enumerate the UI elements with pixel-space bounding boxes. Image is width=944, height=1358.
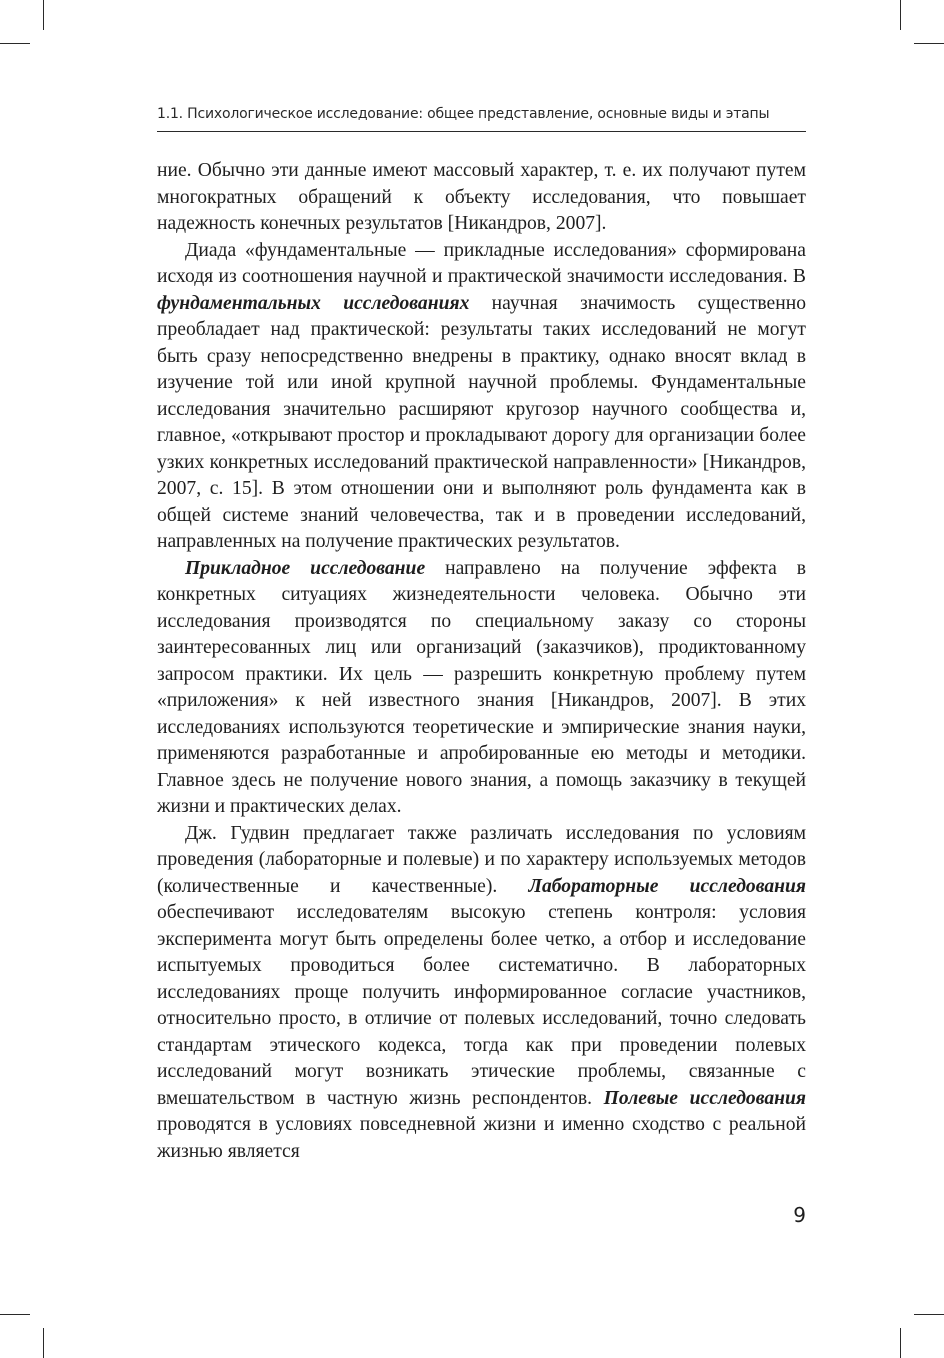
paragraph-2-text-a: Диада «фундаментальные — прикладные исследования» сформирована исходя из соотношения научной и практической значимости исследования. В bbox=[157, 239, 806, 287]
crop-mark bbox=[43, 0, 44, 30]
page-number: 9 bbox=[793, 1203, 806, 1227]
paragraph-4 bbox=[157, 821, 806, 1166]
term-field-research: Полевые исследования bbox=[603, 1087, 806, 1109]
term-fundamental-research: фундаментальных исследованиях bbox=[157, 292, 470, 314]
running-head: 1.1. Психологическое исследование: общее представление, основные виды и этапы bbox=[157, 106, 770, 122]
paragraph-2-text-b: научная значимость существенно преобладает над практической: результаты таких исследований не могут быть сразу непосредственно внедрены в практику, однако вносят вклад в изучение той или иной крупной научной проблемы. Фундаментальные исследования значительно расширяют кругозор научного сообщества и, главное, «открывают простор и прокладывают дорогу для организации более узких конкретных исследований практической направленности» [Никандров, 2007, с. 15]. В этом отношении они и выполняют роль фундамента как в общей системе знаний человечества, так и в проведении исследований, направленных на получение практических результатов. bbox=[157, 292, 806, 552]
paragraph-3-text-b: направлено на получение эффекта в конкретных ситуациях жизнедеятельности человека. Обычно эти исследования производятся по специальному заказу со стороны заинтересованных лиц или организаций (заказчиков), продиктованному запросом практики. Их цель — разрешить конкретную проблему путем «приложения» к ней известного знания [Никандров, 2007]. В этих исследованиях используются теоретические и эмпирические знания науки, применяются разработанные и апробированные ею методы и методики. Главное здесь не получение нового знания, а помощь заказчику в текущей жизни и практических делах. bbox=[157, 557, 806, 817]
paragraph-2 bbox=[157, 238, 806, 556]
paragraph-3 bbox=[157, 556, 806, 821]
crop-mark bbox=[914, 1314, 944, 1315]
term-laboratory-research: Лабораторные исследования bbox=[528, 875, 806, 897]
paragraph-4-text-b: обеспечивают исследователям высокую степень контроля: условия эксперимента могут быть определены более четко, а отбор и исследование испытуемых проводиться более систематично. В лабораторных исследованиях проще получить информированное согласие участников, относительно просто, в отличие от полевых исследований, точно следовать стандартам этического кодекса, тогда как при проведении полевых исследований могут возникать этические проблемы, связанные с вмешательством в частную жизнь респондентов. bbox=[157, 902, 806, 1109]
paragraph-4-text-a: Дж. Гудвин предлагает также различать исследования по условиям проведения (лабораторные и полевые) и по характеру используемых методов (количественные и качественные). bbox=[157, 822, 806, 897]
paragraph-4-text-c: проводятся в условиях повседневной жизни и именно сходство с реальной жизнью является bbox=[157, 1114, 806, 1162]
crop-mark bbox=[900, 1328, 901, 1358]
crop-mark bbox=[43, 1328, 44, 1358]
crop-mark bbox=[900, 0, 901, 30]
paragraph-1: ние. Обычно эти данные имеют массовый характер, т. е. их получают путем многократных обращений к объекту исследования, что повышает надежность конечных результатов [Никандров, 2007]. bbox=[157, 160, 806, 234]
crop-mark bbox=[914, 43, 944, 44]
crop-mark bbox=[0, 1314, 30, 1315]
body-text bbox=[157, 158, 806, 1165]
header-rule bbox=[157, 131, 806, 132]
crop-mark bbox=[0, 43, 30, 44]
term-applied-research: Прикладное исследование bbox=[185, 557, 426, 579]
